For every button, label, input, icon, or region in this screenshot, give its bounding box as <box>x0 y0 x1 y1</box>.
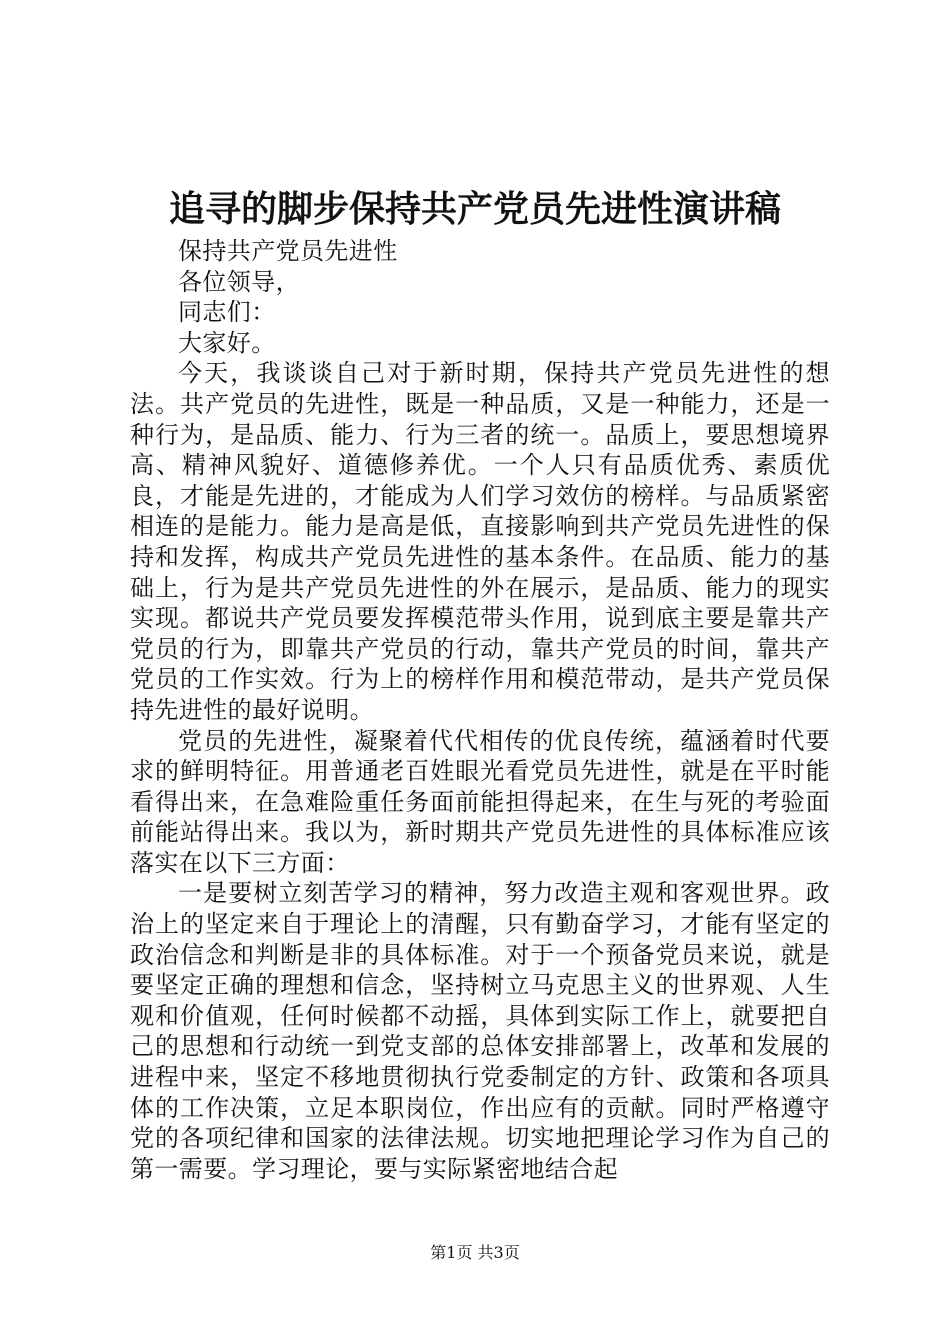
document-title: 追寻的脚步保持共产党员先进性演讲稿 <box>168 188 781 230</box>
paragraph-salutation-leaders: 各位领导， <box>178 267 300 296</box>
document-body <box>130 236 830 1184</box>
paragraph-subtitle: 保持共产党员先进性 <box>178 237 398 265</box>
paragraph-greeting: 大家好。 <box>178 328 276 357</box>
paragraph-body-1: 今天，我谈谈自己对于新时期，保持共产党员先进性的想法。共产党员的先进性，既是一种品质，又是一种能力，还是一种行为，是品质、能力、行为三者的统一。品质上，要思想境界高、精神风貌好、道德修养优。一个人只有品质优秀、素质优良，才能是先进的，才能成为人们学习效仿的榜样。与品质紧密相连的是能力。能力是高是低，直接影响到共产党员先进性的保持和发挥，构成共产党员先进性的基本条件。在品质、能力的基础上，行为是共产党员先进性的外在展示，是品质、能力的现实实现。都说共产党员要发挥模范带头作用，说到底主要是靠共产党员的行为，即靠共产党员的行动，靠共产党员的时间，靠共产党员的工作实效。行为上的榜样作用和模范带动，是共产党员保持先进性的最好说明。 <box>130 359 830 724</box>
page-number-footer: 第1页 共3页 <box>430 1243 520 1262</box>
paragraph-body-3: 一是要树立刻苦学习的精神，努力改造主观和客观世界。政治上的坚定来自于理论上的清醒，只有勤奋学习，才能有坚定的政治信念和判断是非的具体标准。对于一个预备党员来说，就是要坚定正确的理想和信念，坚持树立马克思主义的世界观、人生观和价值观，任何时候都不动摇，具体到实际工作上，就要把自己的思想和行动统一到党支部的总体安排部署上，改革和发展的进程中来，坚定不移地贯彻执行党委制定的方针、政策和各项具体的工作决策，立足本职岗位，作出应有的贡献。同时严格遵守党的各项纪律和国家的法律法规。切实地把理论学习作为自己的第一需要。学习理论，要与实际紧密地结合起 <box>130 879 830 1183</box>
paragraph-body-2: 党员的先进性，凝聚着代代相传的优良传统，蕴涵着时代要求的鲜明特征。用普通老百姓眼光看党员先进性，就是在平时能看得出来，在急难险重任务面前能担得起来，在生与死的考验面前能站得出来。我以为，新时期共产党员先进性的具体标准应该落实在以下三方面： <box>130 726 830 877</box>
paragraph-salutation-comrades: 同志们： <box>178 298 276 327</box>
